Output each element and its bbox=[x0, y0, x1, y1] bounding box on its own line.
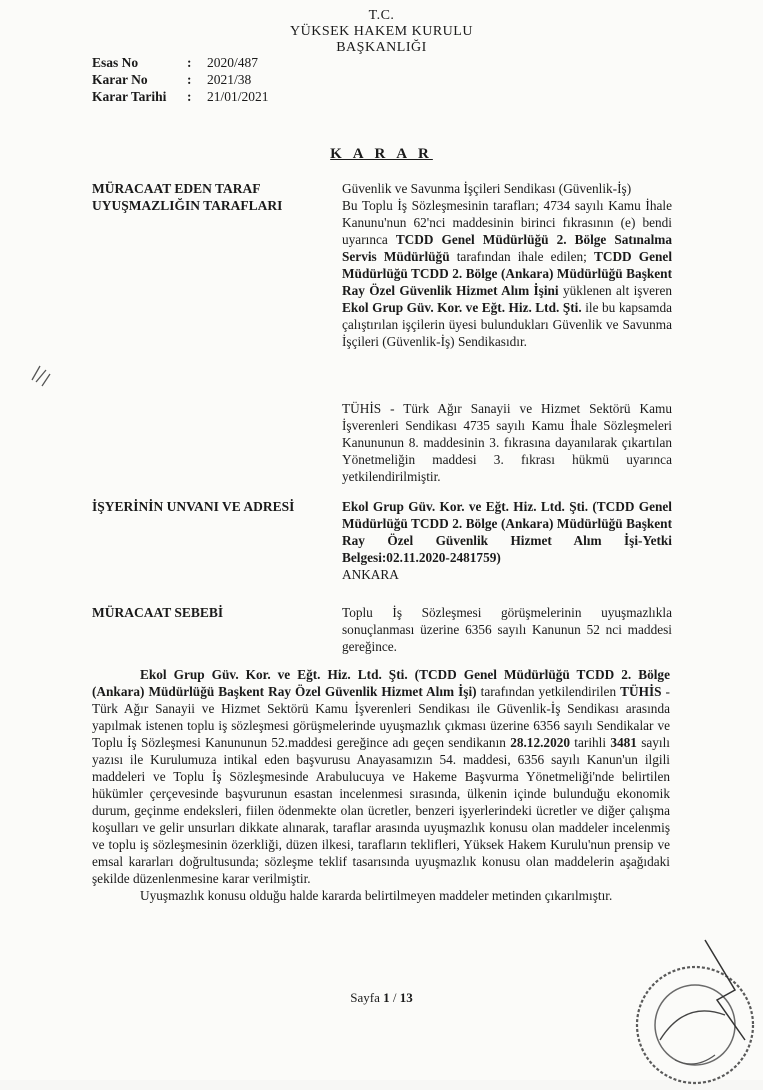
case-meta bbox=[92, 54, 269, 105]
header-presidency: BAŞKANLIĞI bbox=[336, 40, 427, 55]
meta-label: Esas No bbox=[92, 55, 139, 70]
reason-label: MÜRACAAT SEBEBİ bbox=[92, 605, 224, 620]
body-paragraph-2: Uyuşmazlık konusu olduğu halde kararda belirtilmeyen maddeler metinden çıkarılmıştır. bbox=[140, 888, 613, 903]
parties-text-2: TÜHİS - Türk Ağır Sanayii ve Hizmet Sektörü Kamu İşverenleri Sendikası 4735 sayılı Kamu İhale Sözleşmeleri Kanununun 8. maddesinin 3. fıkrasına dayanılarak çıkartılan Yönetmeliğin maddesi 3. fıkrası hükmü uyarınca yetkilendirilmiştir. bbox=[342, 401, 672, 484]
official-stamp-icon bbox=[585, 930, 763, 1090]
meta-value: 2021/38 bbox=[207, 72, 252, 87]
meta-colon: : bbox=[187, 72, 192, 87]
applicant-value: Güvenlik ve Savunma İşçileri Sendikası (Güvenlik-İş) bbox=[342, 181, 632, 196]
meta-row-karar bbox=[92, 71, 269, 88]
decision-title: K A R A R bbox=[330, 146, 433, 162]
workplace-label: İŞYERİNİN UNVANI VE ADRESİ bbox=[92, 499, 295, 514]
meta-value: 21/01/2021 bbox=[207, 89, 269, 104]
decision-body bbox=[92, 666, 670, 904]
meta-row-esas bbox=[92, 54, 269, 71]
meta-colon: : bbox=[187, 55, 192, 70]
page-number: Sayfa 1 / 13 bbox=[350, 990, 413, 1005]
margin-handwriting-mark-icon bbox=[28, 360, 54, 390]
applicant-label: MÜRACAAT EDEN TARAF bbox=[92, 181, 261, 196]
body-paragraph-1: Ekol Grup Güv. Kor. ve Eğt. Hiz. Ltd. Şti. (TCDD Genel Müdürlüğü TCDD 2. Bölge (Ankara) Müdürlüğü Başkent Ray Özel Güvenlik Hizmet Alım İşi) tarafından yetkilendirilen TÜHİS - Türk Ağır Sanayii ve Hizmet Sektörü Kamu İşverenleri Sendikası ile Güvenlik-İş Sendikası arasında yapılmak istenen toplu iş sözleşmesi görüşmelerinde uyuşmazlık çıkması üzerine 6356 sayılı Sendikalar ve Toplu İş Sözleşmesi Kanununun 52.maddesi gereğince adı geçen sendikanın 28.12.2020 tarihli 3481 sayılı yazısı ile Kurulumuza intikal eden başvurusu Anayasamızın 54. maddesi, 6356 sayılı Kanun'un ilgili maddeleri ve Toplu İş Sözleşmesinde Arabulucuya ve Hakeme Başvurma Yönetmeliği'nde belirtilen hükümler çerçevesinde başvurunun esastan incelenmesi sırasında, ülkenin içinde bulunduğu ekonomik durum, geçinme endeksleri, fiilen ödenmekte olan ücretler, benzeri işyerlerindeki ücretler ve diğer çalışma koşulları ve gelir unsurları dikkate alınarak, taraflar arasında uyuşmazlık konusu olan maddeler incelenmiş ve toplu iş sözleşmesinin özerkliği, düzen ilkesi, tarafların teklifleri, Yüksek Hakem Kurulu'nun prensip ve emsal kararları doğrultusunda; sözleşme teklif tasarısında uyuşmazlık konusu olan maddelerin aşağıdaki şekilde düzenlenmesine karar verilmiştir. bbox=[92, 667, 670, 886]
parties-text: Bu Toplu İş Sözleşmesinin tarafları; 4734 sayılı Kamu İhale Kanunu'nun 62'nci maddesinin birinci fıkrasının (e) bendi uyarınca TCDD Genel Müdürlüğü 2. Bölge Satınalma Servis Müdürlüğü tarafından ihale edilen; TCDD Genel Müdürlüğü TCDD 2. Bölge (Ankara) Müdürlüğü Başkent Ray Özel Güvenlik Hizmet Alım İşini yüklenen alt işveren Ekol Grup Güv. Kor. ve Eğt. Hiz. Ltd. Şti. ile bu kapsamda çalıştırılan işçilerin üyesi bulundukları Güvenlik ve Savunma İşçileri (Güvenlik-İş) Sendikasıdır. bbox=[342, 198, 673, 349]
meta-row-date bbox=[92, 88, 269, 105]
workplace-value: Ekol Grup Güv. Kor. ve Eğt. Hiz. Ltd. Şti. (TCDD Genel Müdürlüğü TCDD 2. Bölge (Ankara) Müdürlüğü Başkent Ray Özel Güvenlik Hizmet Alım İşi-Yetki Belgesi:02.11.2020-2481759) ANKARA bbox=[342, 499, 672, 582]
parties-label: UYUŞMAZLIĞIN TARAFLARI bbox=[92, 198, 283, 213]
meta-colon: : bbox=[187, 89, 192, 104]
meta-label: Karar Tarihi bbox=[92, 89, 167, 104]
header-institution: YÜKSEK HAKEM KURULU bbox=[290, 24, 473, 39]
header-tc: T.C. bbox=[368, 8, 395, 23]
reason-value: Toplu İş Sözleşmesi görüşmelerinin uyuşmazlıkla sonuçlanması üzerine 6356 sayılı Kanunun 52 nci maddesi gereğince. bbox=[342, 605, 672, 654]
meta-label: Karar No bbox=[92, 72, 148, 87]
meta-value: 2020/487 bbox=[207, 55, 259, 70]
